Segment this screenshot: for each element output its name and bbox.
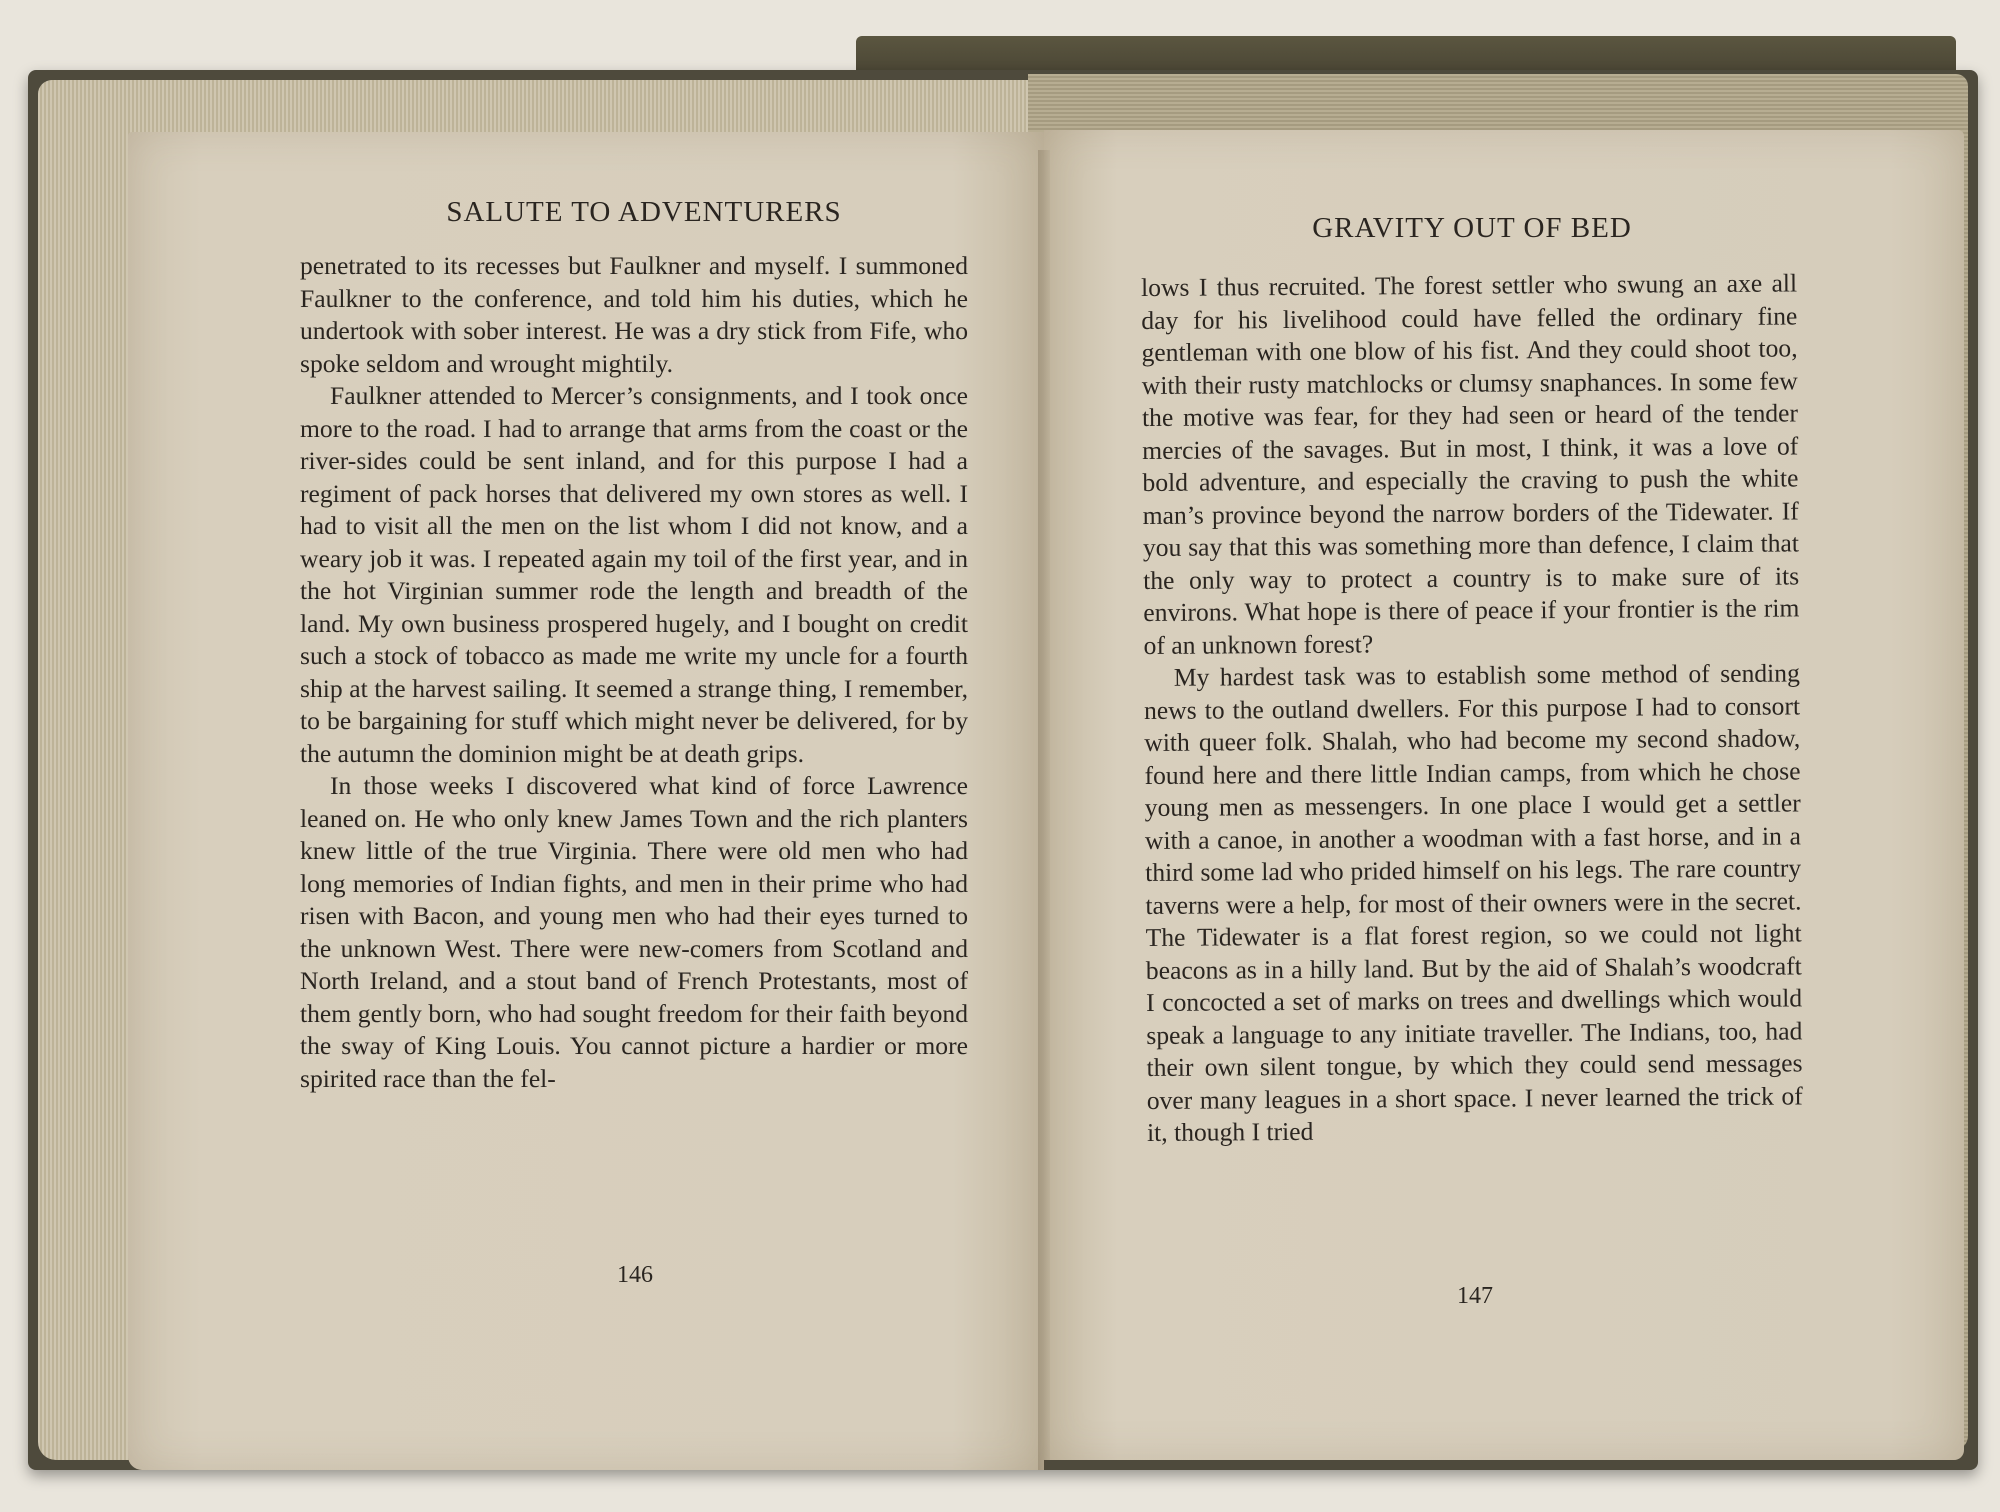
left-page-text	[300, 250, 968, 1095]
left-running-head: SALUTE TO ADVENTURERS	[446, 196, 842, 228]
paragraph: lows I thus recruited. The forest settler who swung an axe all day for his livelihood could have felled the ordinary fine gentleman with one blow of his fist. And they could shoot too, with their rusty matchlocks or clumsy snaphances. In some few the motive was fear, for they had seen or heard of the tender mercies of the savages. But in most, I think, it was a love of bold adventure, and especially the craving to push the white man’s province beyond the narrow borders of the Tidewater. If you say that this was something more than defence, I claim that the only way to protect a country is to make sure of its environs. What hope is there of peace if your frontier is the rim of an unknown forest?	[1141, 268, 1800, 660]
paragraph: Faulkner attended to Mercer’s consignments, and I took once more to the road. I had to arrange that arms from the coast or the river-sides could be sent inland, and for this purpose I had a regiment of pack horses that delivered my own stores as well. I had to visit all the men on the list whom I did not know, and a weary job it was. I repeated again my toil of the first year, and in the hot Virginian summer rode the length and breadth of the land. My own business prospered hugely, and I bought on credit such a stock of tobacco as made me write my uncle for a fourth ship at the harvest sailing. It seemed a strange thing, I remember, to be bargaining for stuff which might never be delivered, for by the autumn the dominion might be at death grips.	[300, 381, 968, 768]
book-gutter	[1038, 150, 1050, 1470]
left-page-number: 146	[617, 1262, 653, 1288]
paragraph: In those weeks I discovered what kind of force Lawrence leaned on. He who only knew James Town and the rich planters knew little of the true Virginia. There were old men who had long memories of Indian fights, and men in their prime who had risen with Bacon, and young men who had their eyes turned to the unknown West. There were new-comers from Scotland and North Ireland, and a stout band of French Protestants, most of them gently born, who had sought freedom for their faith beyond the sway of King Louis. You cannot picture a hardier or more spirited race than the fel-	[300, 771, 968, 1093]
right-page-text	[1141, 267, 1803, 1149]
paragraph: penetrated to its recesses but Faulkner and myself. I summoned Faulkner to the conference, and told him his duties, which he undertook with sober interest. He was a dry stick from Fife, who spoke seldom and wrought mightily.	[300, 251, 968, 378]
right-page-number: 147	[1457, 1283, 1493, 1309]
paragraph: My hardest task was to establish some method of sending news to the outland dwellers. For this purpose I had to consort with queer folk. Shalah, who had become my second shadow, found here and there little Indian camps, from which he chose young men as messengers. In one place I would get a settler with a canoe, in another a woodman with a fast horse, and in a third some lad who prided himself on his legs. The rare country taverns were a help, for most of their owners were in the secret. The Tidewater is a flat forest region, so we could not light beacons as in a hilly land. But by the aid of Shalah’s woodcraft I concocted a set of marks on trees and dwellings which would speak a language to any initiate traveller. The Indians, too, had their own silent tongue, by which they could send messages over many leagues in a short space. I never learned the trick of it, though I tried	[1143, 658, 1803, 1147]
right-running-head: GRAVITY OUT OF BED	[1312, 212, 1632, 244]
